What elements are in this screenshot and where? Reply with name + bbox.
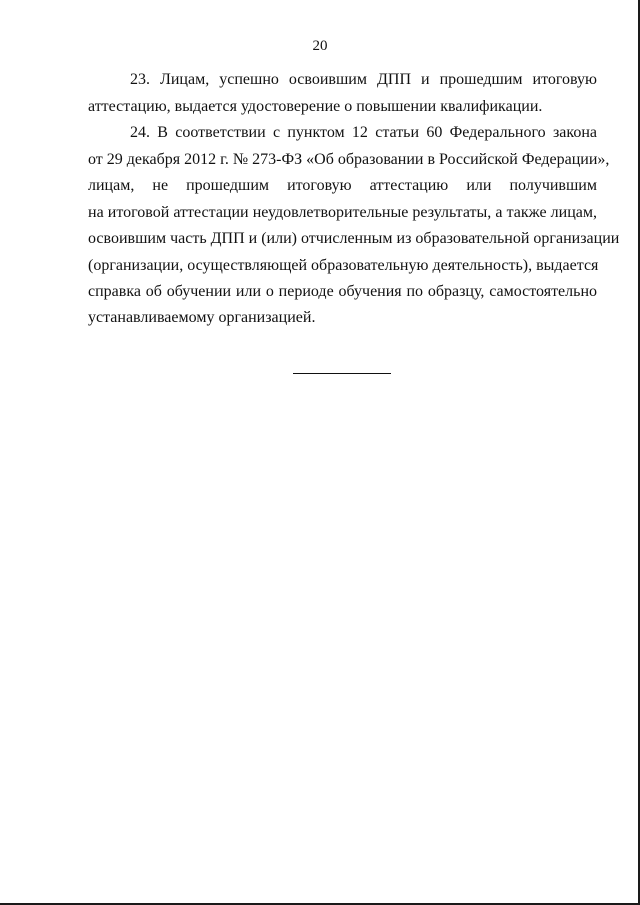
paragraph-24-line-1: 24. В соответствии с пунктом 12 статьи 60 Федерального закона	[130, 124, 597, 141]
paragraph-23-line-2: аттестацию, выдается удостоверение о повышении квалификации.	[88, 98, 543, 115]
paragraph-24-line-3: лицам, не прошедшим итоговую аттестацию или получившим	[88, 177, 597, 194]
paragraph-24-line-7: справка об обучении или о периоде обучения по образцу, самостоятельно	[88, 283, 597, 300]
paragraph-24-line-2: от 29 декабря 2012 г. № 273-ФЗ «Об образовании в Российской Федерации»,	[88, 151, 610, 168]
end-separator-line	[293, 373, 391, 374]
paragraph-24-line-4: на итоговой аттестации неудовлетворительные результаты, а также лицам,	[88, 204, 597, 221]
paragraph-23-line-1: 23. Лицам, успешно освоившим ДПП и прошедшим итоговую	[130, 71, 597, 88]
paragraph-24-line-5: освоившим часть ДПП и (или) отчисленным из образовательной организации	[88, 230, 620, 247]
page-number: 20	[312, 38, 328, 54]
paragraph-24-line-8: устанавливаемому организацией.	[88, 309, 316, 326]
paragraph-24-line-6: (организации, осуществляющей образовательную деятельность), выдается	[88, 257, 599, 274]
